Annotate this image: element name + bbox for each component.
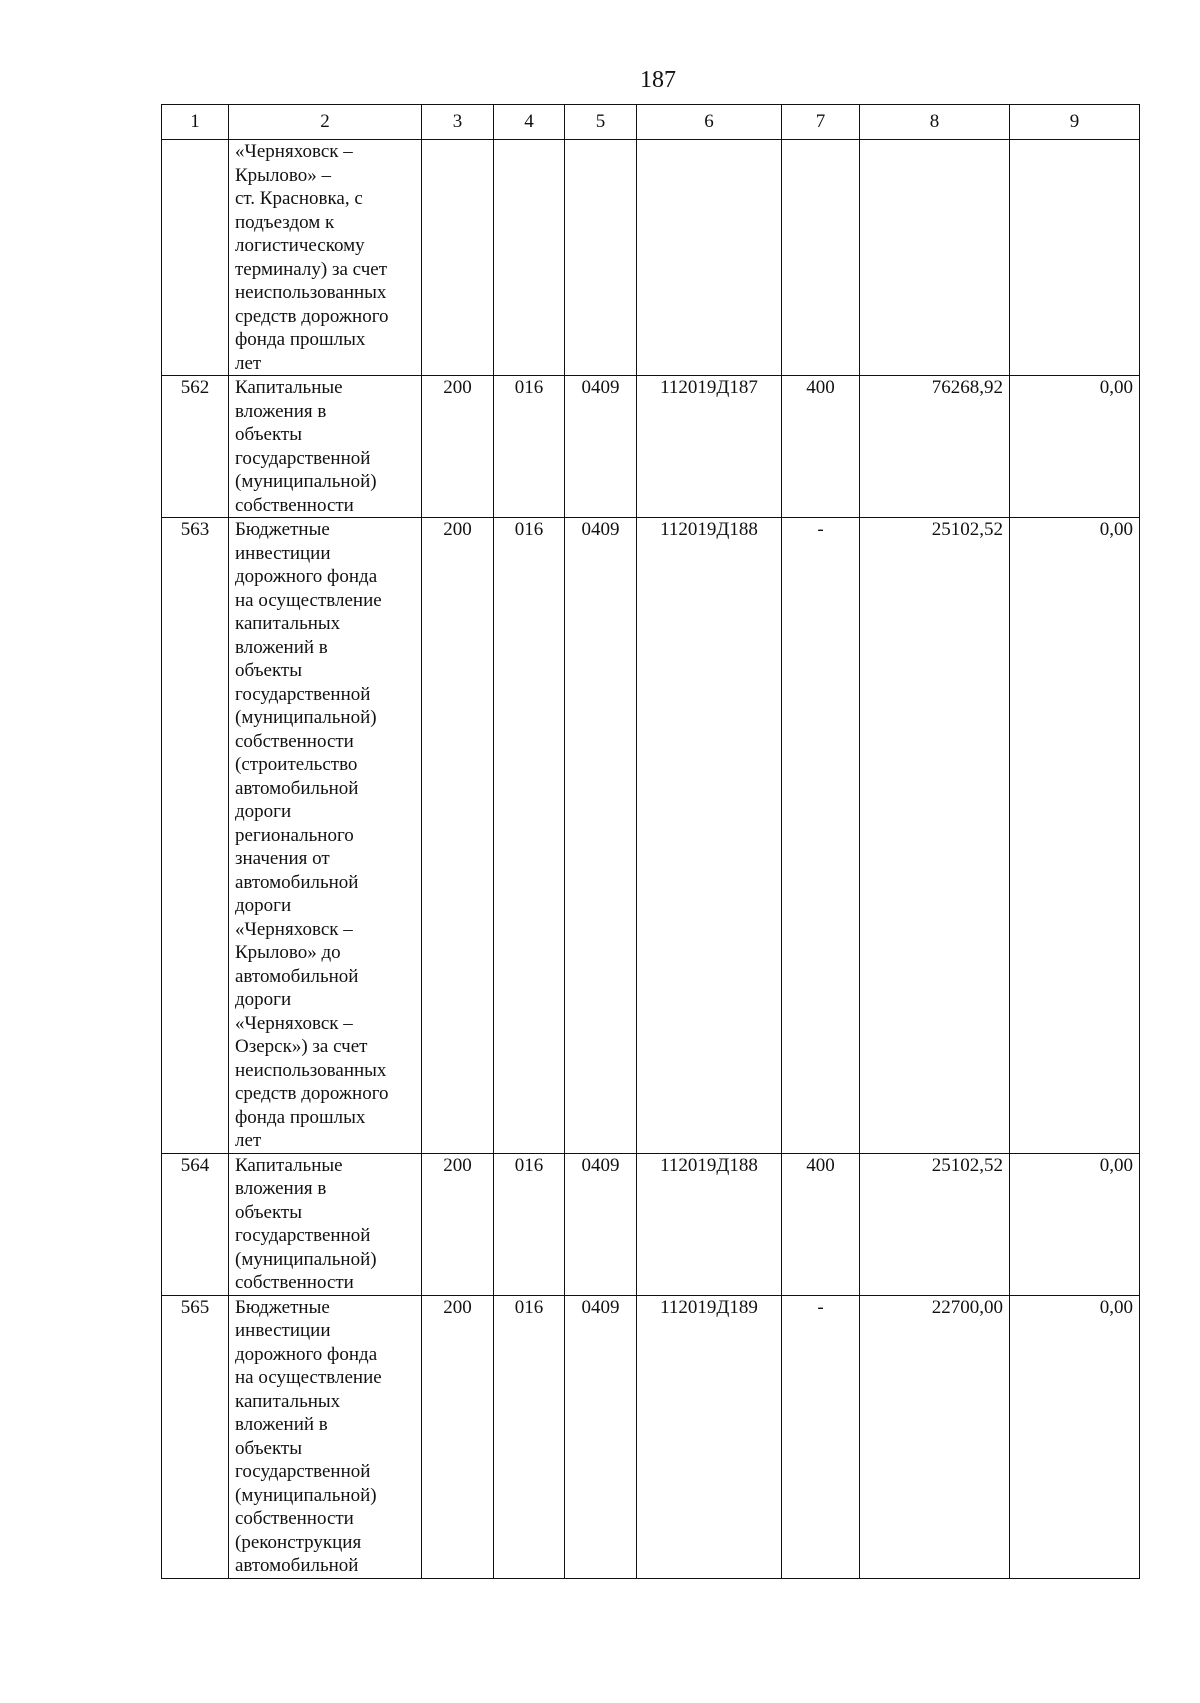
column-5-cell: 0409 [565, 376, 637, 518]
description-cell [229, 1295, 422, 1578]
description-line: государственной [235, 1461, 371, 1482]
column-4-cell: 016 [494, 518, 565, 1154]
table-row [162, 140, 1140, 376]
description-line: дороги [235, 801, 292, 822]
column-9-cell: 0,00 [1010, 1295, 1140, 1578]
column-3-cell: 200 [422, 1153, 494, 1295]
description-line: капитальных [235, 1390, 341, 1412]
description-line: на осуществление [235, 589, 382, 611]
description-line: фонда прошлых [235, 329, 366, 350]
column-4-cell: 016 [494, 376, 565, 518]
description-line: неиспользованных [235, 282, 387, 303]
description-line: Капитальные [235, 377, 343, 398]
row-number-cell: 564 [162, 1153, 229, 1295]
description-line: «Черняховск – [235, 141, 353, 162]
column-6-cell [637, 140, 782, 376]
description-line: объекты [235, 1437, 303, 1459]
table-row [162, 518, 1140, 1154]
description-line: ст. Красновка, с [235, 188, 363, 209]
column-header: 6 [637, 105, 782, 140]
description-line: автомобильной [235, 777, 359, 799]
description-line: собственности [235, 730, 354, 752]
description-line: (муниципальной) [235, 471, 377, 492]
column-3-cell [422, 140, 494, 376]
description-line: вложения в [235, 1178, 327, 1199]
column-6-cell: 112019Д188 [637, 1153, 782, 1295]
description-line: дорожного фонда [235, 566, 378, 587]
column-6-cell: 112019Д188 [637, 518, 782, 1154]
description-line: дорожного фонда [235, 1343, 378, 1365]
description-line: (муниципальной) [235, 1484, 377, 1506]
description-line: (реконструкция [235, 1531, 362, 1553]
column-3-cell: 200 [422, 518, 494, 1154]
column-8-cell: 76268,92 [860, 376, 1010, 518]
table-row [162, 376, 1140, 518]
table-row [162, 1295, 1140, 1578]
description-line: подъездом к [235, 211, 335, 233]
description-line: государственной [235, 447, 371, 469]
row-number-cell [162, 140, 229, 376]
description-line: терминалу) за счет [235, 258, 387, 280]
description-line: собственности [235, 1508, 354, 1529]
column-3-cell: 200 [422, 376, 494, 518]
column-8-cell: 22700,00 [860, 1295, 1010, 1578]
column-7-cell: - [782, 518, 860, 1154]
description-line: собственности [235, 494, 354, 516]
description-line: Бюджетные [235, 1296, 330, 1318]
description-line: (муниципальной) [235, 1248, 377, 1270]
description-cell [229, 140, 422, 376]
column-9-cell: 0,00 [1010, 376, 1140, 518]
column-3-cell: 200 [422, 1295, 494, 1578]
description-line: автомобильной [235, 965, 359, 987]
description-line: лет [235, 1130, 262, 1151]
description-line: Бюджетные [235, 519, 330, 540]
column-9-cell: 0,00 [1010, 518, 1140, 1154]
description-line: «Черняховск – [235, 1012, 353, 1034]
description-line: инвестиции [235, 542, 331, 564]
column-5-cell: 0409 [565, 1295, 637, 1578]
column-header: 9 [1010, 105, 1140, 140]
description-line: инвестиции [235, 1320, 331, 1341]
table-body [162, 140, 1140, 1579]
table-row [162, 1153, 1140, 1295]
column-8-cell [860, 140, 1010, 376]
description-line: средств дорожного [235, 1083, 389, 1104]
column-8-cell: 25102,52 [860, 518, 1010, 1154]
description-line: на осуществление [235, 1367, 382, 1388]
column-header: 4 [494, 105, 565, 140]
description-line: Крылово» – [235, 164, 332, 186]
description-line: регионального [235, 824, 354, 846]
table-header-row [162, 105, 1140, 140]
description-line: Озерск») за счет [235, 1036, 368, 1057]
description-line: государственной [235, 1225, 371, 1246]
description-line: дороги [235, 895, 292, 916]
description-line: фонда прошлых [235, 1106, 366, 1128]
row-number-cell: 565 [162, 1295, 229, 1578]
description-line: лет [235, 352, 262, 374]
column-7-cell: 400 [782, 376, 860, 518]
description-cell [229, 376, 422, 518]
description-line: государственной [235, 683, 371, 705]
column-6-cell: 112019Д189 [637, 1295, 782, 1578]
column-header: 5 [565, 105, 637, 140]
page-number: 187 [640, 67, 676, 93]
column-9-cell: 0,00 [1010, 1153, 1140, 1295]
description-line: вложений в [235, 636, 328, 658]
column-7-cell: - [782, 1295, 860, 1578]
description-line: дороги [235, 989, 292, 1010]
description-line: автомобильной [235, 1555, 359, 1576]
column-7-cell [782, 140, 860, 376]
description-line: объекты [235, 424, 303, 445]
description-line: объекты [235, 1201, 303, 1223]
column-4-cell: 016 [494, 1295, 565, 1578]
description-line: вложения в [235, 400, 327, 422]
description-line: (строительство [235, 754, 358, 775]
description-cell [229, 1153, 422, 1295]
column-4-cell [494, 140, 565, 376]
column-5-cell: 0409 [565, 518, 637, 1154]
column-header: 8 [860, 105, 1010, 140]
description-line: объекты [235, 660, 303, 681]
description-line: значения от [235, 848, 330, 869]
column-8-cell: 25102,52 [860, 1153, 1010, 1295]
description-line: вложений в [235, 1414, 328, 1435]
description-line: логистическому [235, 235, 365, 256]
column-5-cell [565, 140, 637, 376]
description-line: капитальных [235, 613, 341, 634]
row-number-cell: 563 [162, 518, 229, 1154]
description-line: средств дорожного [235, 305, 389, 327]
column-5-cell: 0409 [565, 1153, 637, 1295]
description-line: «Черняховск – [235, 918, 353, 940]
row-number-cell: 562 [162, 376, 229, 518]
column-header: 3 [422, 105, 494, 140]
description-line: (муниципальной) [235, 707, 377, 728]
column-7-cell: 400 [782, 1153, 860, 1295]
column-4-cell: 016 [494, 1153, 565, 1295]
budget-table [161, 104, 1140, 1579]
description-cell [229, 518, 422, 1154]
description-line: автомобильной [235, 871, 359, 893]
description-line: неиспользованных [235, 1059, 387, 1081]
column-header: 2 [229, 105, 422, 140]
column-header: 1 [162, 105, 229, 140]
column-9-cell [1010, 140, 1140, 376]
column-header: 7 [782, 105, 860, 140]
description-line: Капитальные [235, 1154, 343, 1176]
description-line: собственности [235, 1272, 354, 1293]
description-line: Крылово» до [235, 942, 341, 963]
column-6-cell: 112019Д187 [637, 376, 782, 518]
